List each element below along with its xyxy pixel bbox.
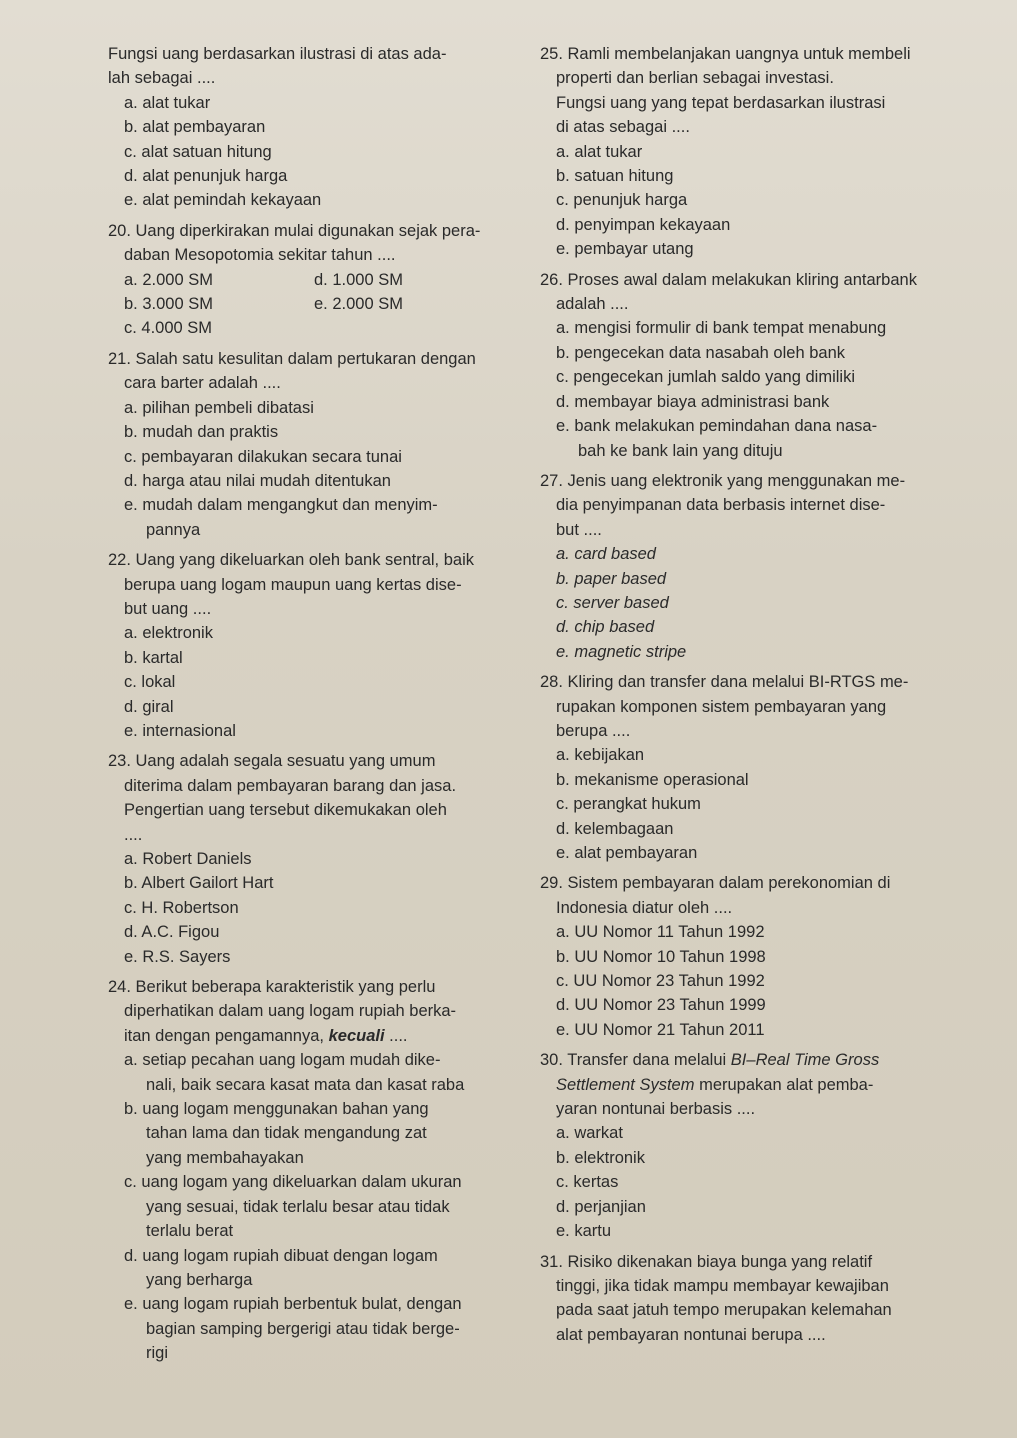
answer-option[interactable]: b. elektronik [556, 1148, 645, 1167]
answer-option[interactable]: c. perangkat hukum [556, 795, 701, 814]
question-stem: but uang .... [124, 599, 212, 618]
answer-option-continued: pannya [146, 520, 201, 539]
answer-option[interactable]: e. bank melakukan pemindahan dana nasa- [556, 417, 878, 436]
answer-option[interactable]: c. pembayaran dilakukan secara tunai [124, 447, 402, 466]
answer-option[interactable]: b. paper based [556, 569, 667, 588]
answer-option[interactable]: e. mudah dalam mengangkut dan menyim- [124, 496, 438, 515]
answer-option[interactable]: d. A.C. Figou [124, 923, 220, 942]
answer-option[interactable]: b. kartal [124, 648, 183, 667]
answer-option[interactable]: a. Robert Daniels [124, 850, 252, 868]
answer-option[interactable]: b. uang logam menggunakan bahan yang [124, 1100, 429, 1119]
answer-option[interactable]: c. UU Nomor 23 Tahun 1992 [556, 972, 765, 991]
answer-option[interactable]: b. satuan hitung [556, 167, 674, 186]
answer-option[interactable]: d. giral [124, 697, 174, 716]
keyword-kecuali: kecuali [328, 1026, 385, 1045]
answer-option[interactable]: e. kartu [556, 1222, 612, 1241]
answer-option[interactable]: d. kelembagaan [556, 819, 674, 838]
answer-option[interactable]: e. R.S. Sayers [124, 947, 231, 966]
answer-option[interactable]: b. mudah dan praktis [124, 423, 279, 442]
question-22 [108, 548, 520, 743]
answer-option-continued: nali, baik secara kasat mata dan kasat raba [146, 1075, 465, 1094]
question-stem: alat pembayaran nontunai berupa .... [556, 1325, 826, 1344]
answer-option[interactable]: c. 4.000 SM [124, 319, 213, 338]
question-stem: pada saat jatuh tempo merupakan kelemahan [556, 1301, 892, 1320]
question-stem: berupa .... [556, 721, 631, 740]
answer-option[interactable]: b. 3.000 SM [124, 295, 213, 314]
answer-option[interactable]: d. harga atau nilai mudah ditentukan [124, 471, 391, 490]
question-stem: 20. Uang diperkirakan mulai digunakan sejak pera- [108, 221, 481, 240]
answer-option-continued: bagian samping bergerigi atau tidak berge- [146, 1319, 460, 1338]
answer-option[interactable]: d. perjanjian [556, 1197, 646, 1216]
answer-option[interactable]: a. alat tukar [124, 93, 211, 112]
answer-option[interactable]: d. 1.000 SM [314, 270, 403, 289]
answer-option[interactable]: c. H. Robertson [124, 898, 239, 917]
question-stem: 31. Risiko dikenakan biaya bunga yang relatif [540, 1252, 873, 1271]
answer-option-continued: tahan lama dan tidak mengandung zat [146, 1124, 427, 1143]
answer-option-continued: yang membahayakan [146, 1148, 304, 1167]
answer-option-continued: yang sesuai, tidak terlalu besar atau tidak [146, 1197, 450, 1216]
answer-option[interactable]: b. alat pembayaran [124, 118, 266, 137]
question-stem: Fungsi uang berdasarkan ilustrasi di atas ada- [108, 45, 447, 63]
right-column [540, 42, 980, 1347]
answer-option[interactable]: d. uang logam rupiah dibuat dengan logam [124, 1246, 438, 1265]
question-stem: 29. Sistem pembayaran dalam perekonomian di [540, 874, 891, 893]
answer-option[interactable]: a. card based [556, 545, 656, 564]
question-stem: 28. Kliring dan transfer dana melalui BI-RTGS me- [540, 673, 909, 692]
question-stem: Indonesia diatur oleh .... [556, 898, 733, 917]
answer-option-continued: rigi [146, 1344, 169, 1363]
question-stem: properti dan berlian sebagai investasi. [556, 69, 834, 88]
question-stem: 30. Transfer dana melalui BI–Real Time Gross [540, 1051, 880, 1070]
question-stem: daban Mesopotomia sekitar tahun .... [124, 246, 396, 265]
question-stem: .... [124, 825, 143, 844]
left-column [108, 42, 520, 1366]
answer-option[interactable]: d. alat penunjuk harga [124, 167, 288, 186]
answer-option[interactable]: a. setiap pecahan uang logam mudah dike- [124, 1051, 441, 1070]
answer-option[interactable]: b. mekanisme operasional [556, 770, 749, 789]
answer-option[interactable]: a. warkat [556, 1124, 623, 1143]
answer-option[interactable]: c. alat satuan hitung [124, 142, 272, 161]
question-stem: lah sebagai .... [108, 69, 216, 88]
question-26 [540, 268, 980, 463]
question-28 [540, 670, 980, 865]
question-stem: 25. Ramli membelanjakan uangnya untuk membeli [540, 45, 911, 63]
answer-option[interactable]: e. magnetic stripe [556, 642, 687, 661]
question-30 [540, 1048, 980, 1243]
question-stem: Settlement System merupakan alat pemba- [556, 1075, 874, 1094]
question-stem: diperhatikan dalam uang logam rupiah berka- [124, 1002, 457, 1021]
question-21 [108, 347, 520, 542]
answer-option[interactable]: c. penunjuk harga [556, 191, 688, 210]
answer-option[interactable]: b. UU Nomor 10 Tahun 1998 [556, 947, 766, 966]
answer-option[interactable]: d. chip based [556, 618, 655, 637]
question-stem: Fungsi uang yang tepat berdasarkan ilustrasi [556, 93, 886, 112]
answer-option[interactable]: c. kertas [556, 1173, 619, 1192]
answer-option-continued: bah ke bank lain yang dituju [578, 441, 783, 460]
question-stem: dia penyimpanan data berbasis internet dise- [556, 496, 886, 515]
answer-option[interactable]: e. UU Nomor 21 Tahun 2011 [556, 1020, 765, 1039]
question-stem: itan dengan pengamannya, kecuali .... [124, 1026, 408, 1045]
answer-option[interactable]: a. mengisi formulir di bank tempat menabung [556, 319, 887, 338]
question-stem: yaran nontunai berbasis .... [556, 1100, 756, 1119]
question-stem: tinggi, jika tidak mampu membayar kewajiban [556, 1276, 889, 1295]
answer-option[interactable]: e. internasional [124, 721, 236, 740]
answer-option[interactable]: c. uang logam yang dikeluarkan dalam ukuran [124, 1173, 462, 1192]
answer-option[interactable]: c. pengecekan jumlah saldo yang dimiliki [556, 368, 855, 387]
question-stem: 24. Berikut beberapa karakteristik yang perlu [108, 978, 436, 997]
answer-option[interactable]: b. pengecekan data nasabah oleh bank [556, 343, 845, 362]
question-29 [540, 871, 980, 1042]
question-stem: 23. Uang adalah segala sesuatu yang umum [108, 752, 436, 771]
answer-option[interactable]: d. membayar biaya administrasi bank [556, 392, 830, 411]
question-20 [108, 219, 520, 341]
question-31 [540, 1250, 980, 1348]
question-stem: 26. Proses awal dalam melakukan kliring antarbank [540, 270, 917, 289]
question-stem: 27. Jenis uang elektronik yang menggunakan me- [540, 471, 906, 490]
answer-option[interactable]: a. elektronik [124, 624, 213, 643]
question-19 [108, 42, 520, 213]
answer-option[interactable]: e. alat pemindah kekayaan [124, 191, 322, 210]
question-stem: 22. Uang yang dikeluarkan oleh bank sentral, baik [108, 551, 474, 570]
answer-option[interactable]: a. 2.000 SM [124, 270, 213, 289]
answer-option[interactable]: e. uang logam rupiah berbentuk bulat, dengan [124, 1295, 462, 1314]
answer-option[interactable]: c. lokal [124, 673, 176, 692]
answer-option[interactable]: a. kebijakan [556, 746, 645, 765]
question-stem: adalah .... [556, 295, 629, 314]
answer-option[interactable]: a. pilihan pembeli dibatasi [124, 398, 314, 417]
answer-option[interactable]: c. server based [556, 593, 669, 612]
question-stem: diterima dalam pembayaran barang dan jasa. [124, 776, 457, 795]
question-stem: di atas sebagai .... [556, 118, 690, 137]
answer-option-continued: terlalu berat [146, 1222, 234, 1241]
question-24 [108, 975, 520, 1366]
question-stem: 21. Salah satu kesulitan dalam pertukaran dengan [108, 349, 476, 368]
question-27 [540, 469, 980, 664]
answer-option[interactable]: e. alat pembayaran [556, 844, 698, 862]
answer-option[interactable]: a. UU Nomor 11 Tahun 1992 [556, 923, 765, 942]
question-stem: Pengertian uang tersebut dikemukakan oleh [124, 801, 447, 820]
answer-option[interactable]: e. pembayar utang [556, 240, 694, 259]
answer-option[interactable]: a. alat tukar [556, 142, 643, 161]
answer-option[interactable]: d. UU Nomor 23 Tahun 1999 [556, 996, 766, 1015]
question-stem: but .... [556, 520, 602, 539]
question-stem: rupakan komponen sistem pembayaran yang [556, 697, 887, 716]
answer-option-continued: yang berharga [146, 1270, 253, 1289]
question-stem: cara barter adalah .... [124, 374, 281, 393]
answer-option[interactable]: b. Albert Gailort Hart [124, 874, 274, 893]
answer-option[interactable]: d. penyimpan kekayaan [556, 215, 731, 234]
answer-option[interactable]: e. 2.000 SM [314, 295, 403, 314]
question-stem: berupa uang logam maupun uang kertas dise- [124, 575, 462, 594]
question-23 [108, 749, 520, 969]
question-25 [540, 42, 980, 262]
